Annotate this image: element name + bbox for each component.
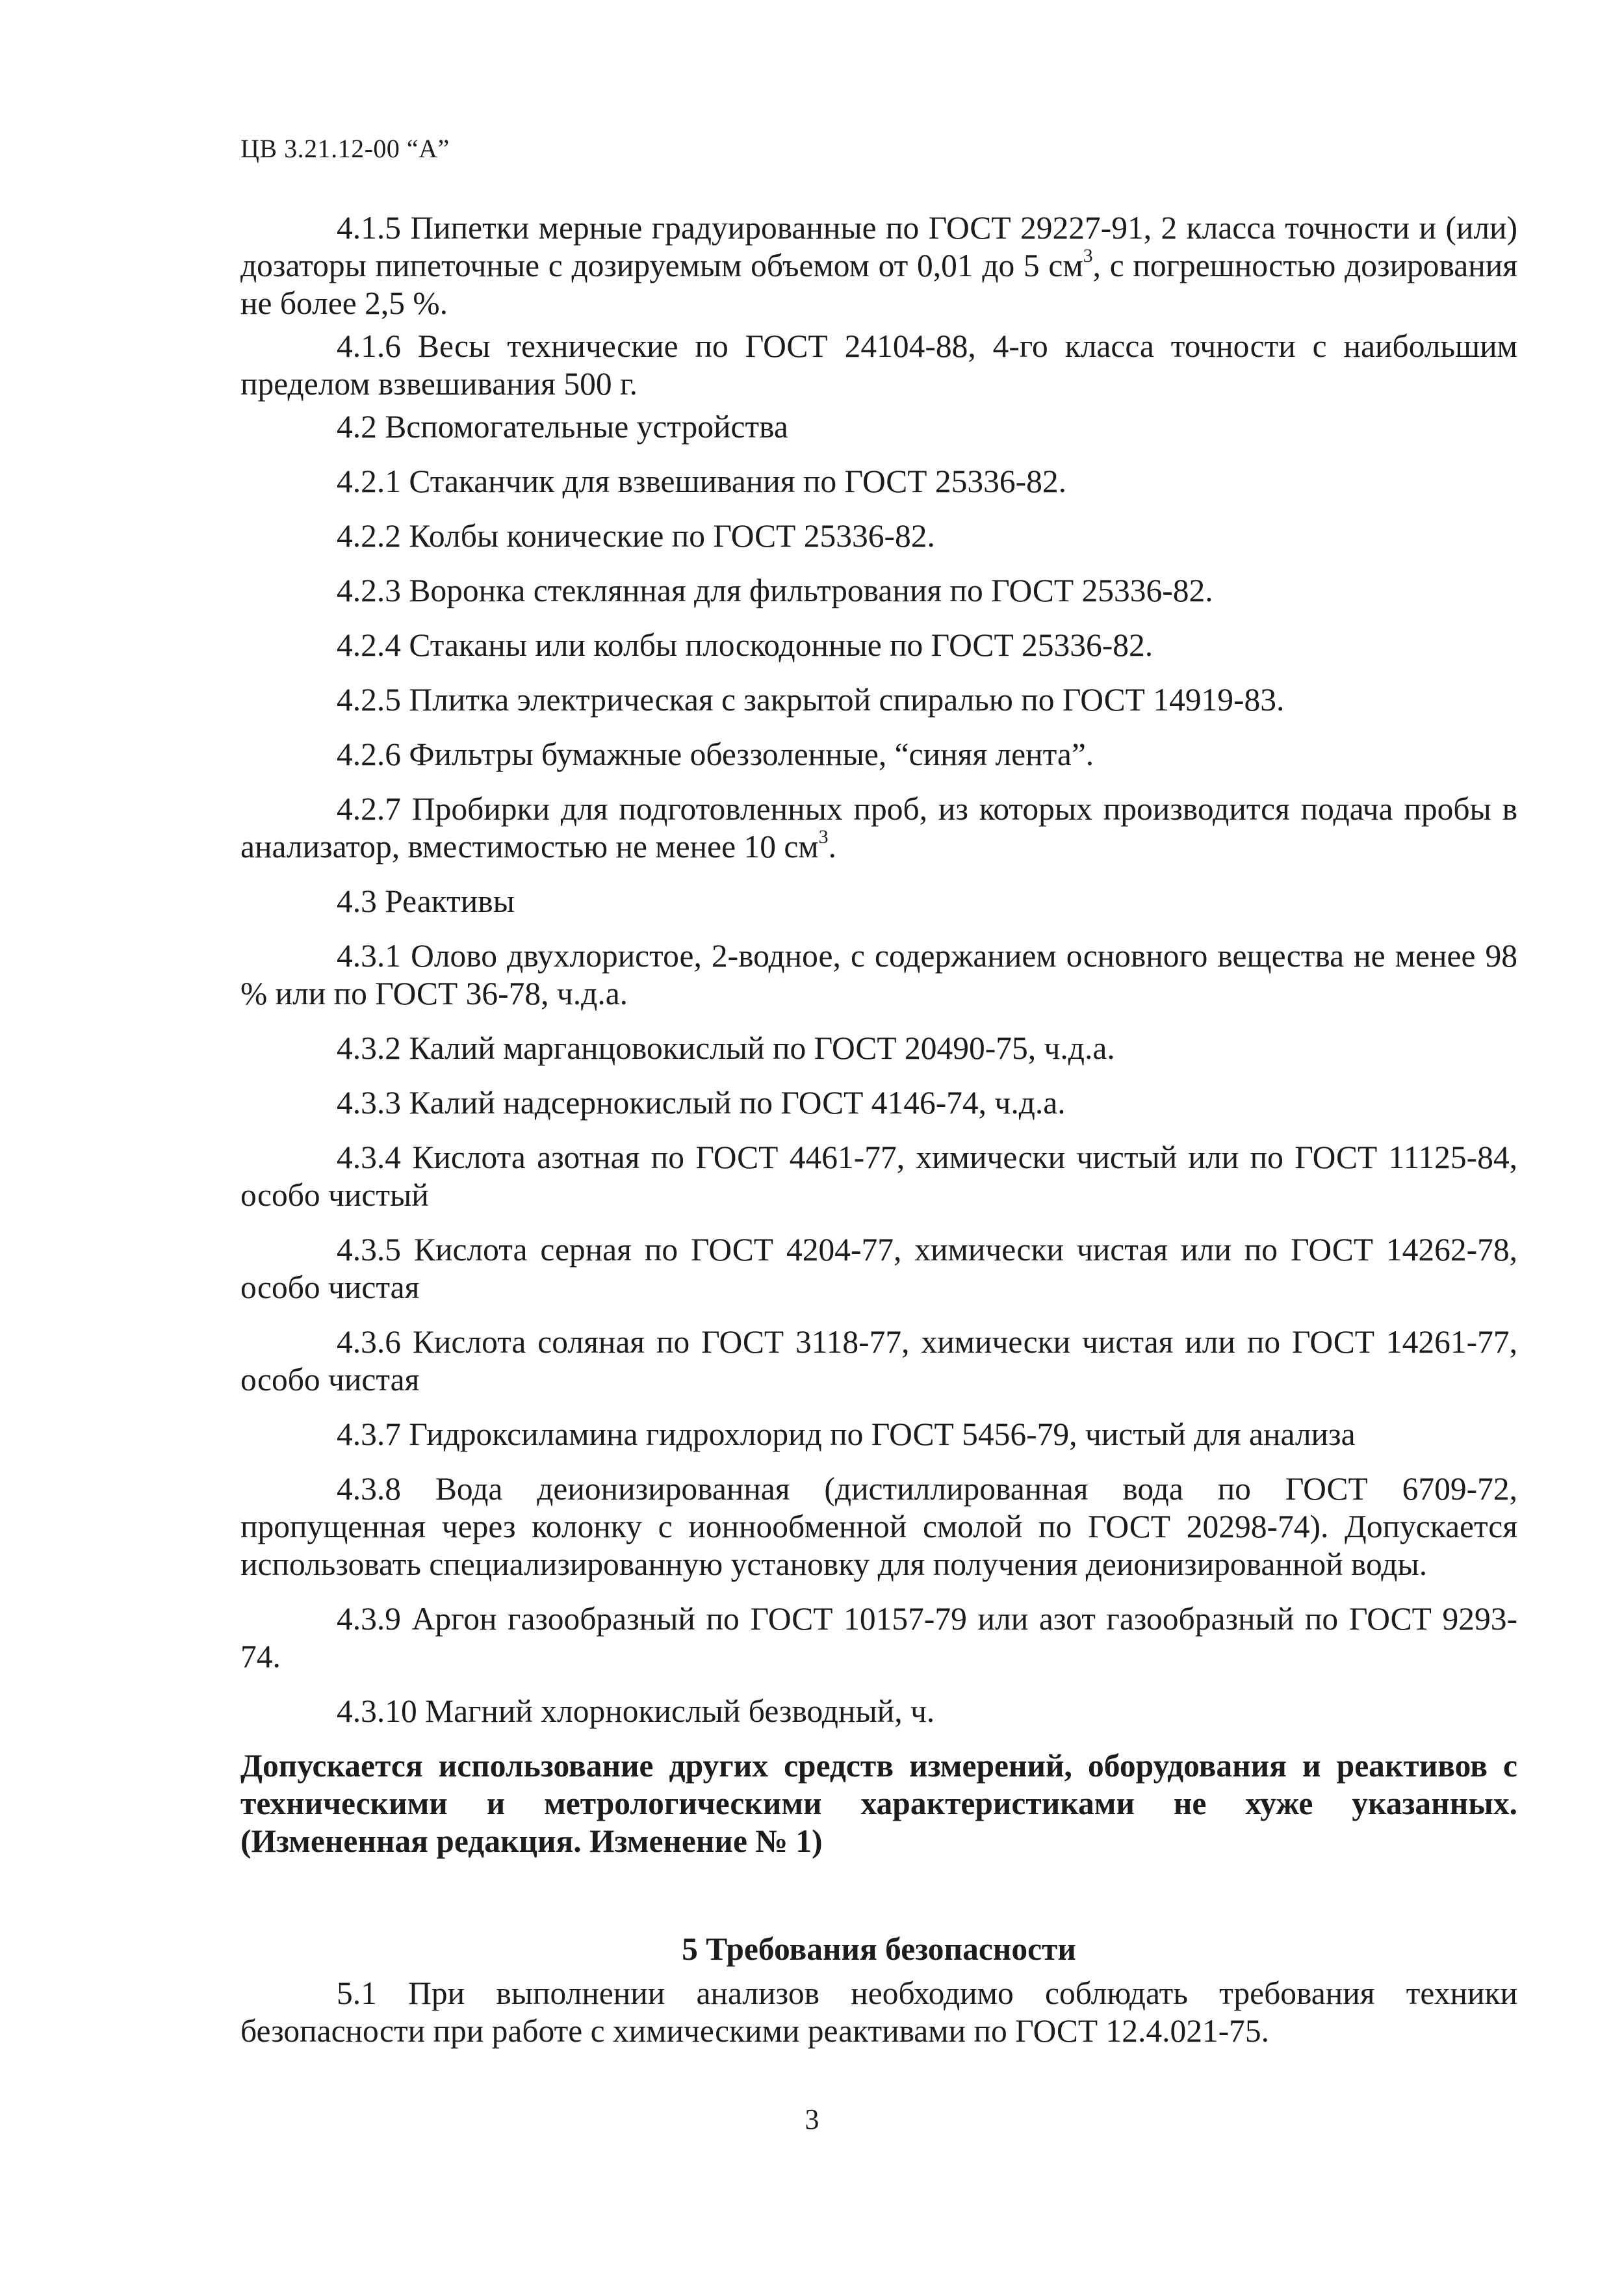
paragraph-4-2-7: 4.2.7 Пробирки для подготовленных проб, из которых производится подача пробы в анализатор, вместимостью не менее 10 $см^3$. <box>240 791 1517 864</box>
document-body <box>240 209 1517 2050</box>
paragraph-5-1: 5.1 При выполнении анализов необходимо соблюдать требования техники безопасности при работе с химическими реактивами по ГОСТ 12.4.021-75. <box>240 1975 1517 2049</box>
paragraph-4-3-1: 4.3.1 Олово двухлористое, 2-водное, с содержанием основного вещества не менее 98 % или по ГОСТ 36-78, ч.д.а. <box>240 938 1517 1011</box>
paragraph-4-2-2: 4.2.2 Колбы конические по ГОСТ 25336-82. <box>337 518 935 554</box>
section-5-title: 5 Требования безопасности <box>682 1931 1076 1967</box>
paragraph-4-3-9: 4.3.9 Аргон газообразный по ГОСТ 10157-79 или азот газообразный по ГОСТ 9293-74. <box>240 1601 1517 1674</box>
paragraph-4-3-10: 4.3.10 Магний хлорнокислый безводный, ч. <box>337 1693 935 1729</box>
paragraph-4-3-6: 4.3.6 Кислота соляная по ГОСТ 3118-77, химически чистая или по ГОСТ 14261-77, особо чистая <box>240 1324 1517 1398</box>
page-number: 3 <box>805 2103 819 2135</box>
paragraph-4-3-3: 4.3.3 Калий надсернокислый по ГОСТ 4146-74, ч.д.а. <box>337 1085 1066 1121</box>
paragraph-4-3-4: 4.3.4 Кислота азотная по ГОСТ 4461-77, химически чистый или по ГОСТ 11125-84, особо чистый <box>240 1139 1517 1213</box>
paragraph-4-1-6: 4.1.6 Весы технические по ГОСТ 24104-88, 4-го класса точности с наибольшим пределом взвешивания 500 г. <box>240 328 1517 402</box>
paragraph-4-3: 4.3 Реактивы <box>337 883 515 919</box>
document-code: ЦВ 3.21.12-00 “А” <box>240 134 450 163</box>
paragraph-4-2-4: 4.2.4 Стаканы или колбы плоскодонные по ГОСТ 25336-82. <box>337 627 1154 663</box>
paragraph-4-3-5: 4.3.5 Кислота серная по ГОСТ 4204-77, химически чистая или по ГОСТ 14262-78, особо чистая <box>240 1232 1517 1305</box>
paragraph-4-2-6: 4.2.6 Фильтры бумажные обеззоленные, “синяя лента”. <box>337 736 1094 772</box>
paragraph-4-2-1: 4.2.1 Стаканчик для взвешивания по ГОСТ 25336-82. <box>337 463 1067 499</box>
amendment-note: Допускается использование других средств измерений, оборудования и реактивов с техническими и метрологическими характеристиками не хуже указанных. (Измененная редакция. Изменение № 1) <box>240 1748 1517 1859</box>
paragraph-4-1-5: 4.1.5 Пипетки мерные градуированные по ГОСТ 29227-91, 2 класса точности и (или) дозаторы пипеточные с дозируемым объемом от 0,01 до 5 $см^3$, с погрешностью дозирования не более 2,5 %. <box>240 210 1517 321</box>
paragraph-4-2-3: 4.2.3 Воронка стеклянная для фильтрования по ГОСТ 25336-82. <box>337 573 1213 608</box>
paragraph-4-2-5: 4.2.5 Плитка электрическая с закрытой спиралью по ГОСТ 14919-83. <box>337 682 1285 718</box>
paragraph-4-3-7: 4.3.7 Гидроксиламина гидрохлорид по ГОСТ 5456-79, чистый для анализа <box>337 1416 1356 1452</box>
paragraph-4-3-8: 4.3.8 Вода деионизированная (дистиллированная вода по ГОСТ 6709-72, пропущенная через колонку с ионнообменной смолой по ГОСТ 20298-74). Допускается использовать специализированную установку для получения деионизированной воды. <box>240 1471 1517 1582</box>
paragraph-4-2: 4.2 Вспомогательные устройства <box>337 409 788 445</box>
paragraph-4-3-2: 4.3.2 Калий марганцовокислый по ГОСТ 20490-75, ч.д.а. <box>337 1030 1115 1066</box>
